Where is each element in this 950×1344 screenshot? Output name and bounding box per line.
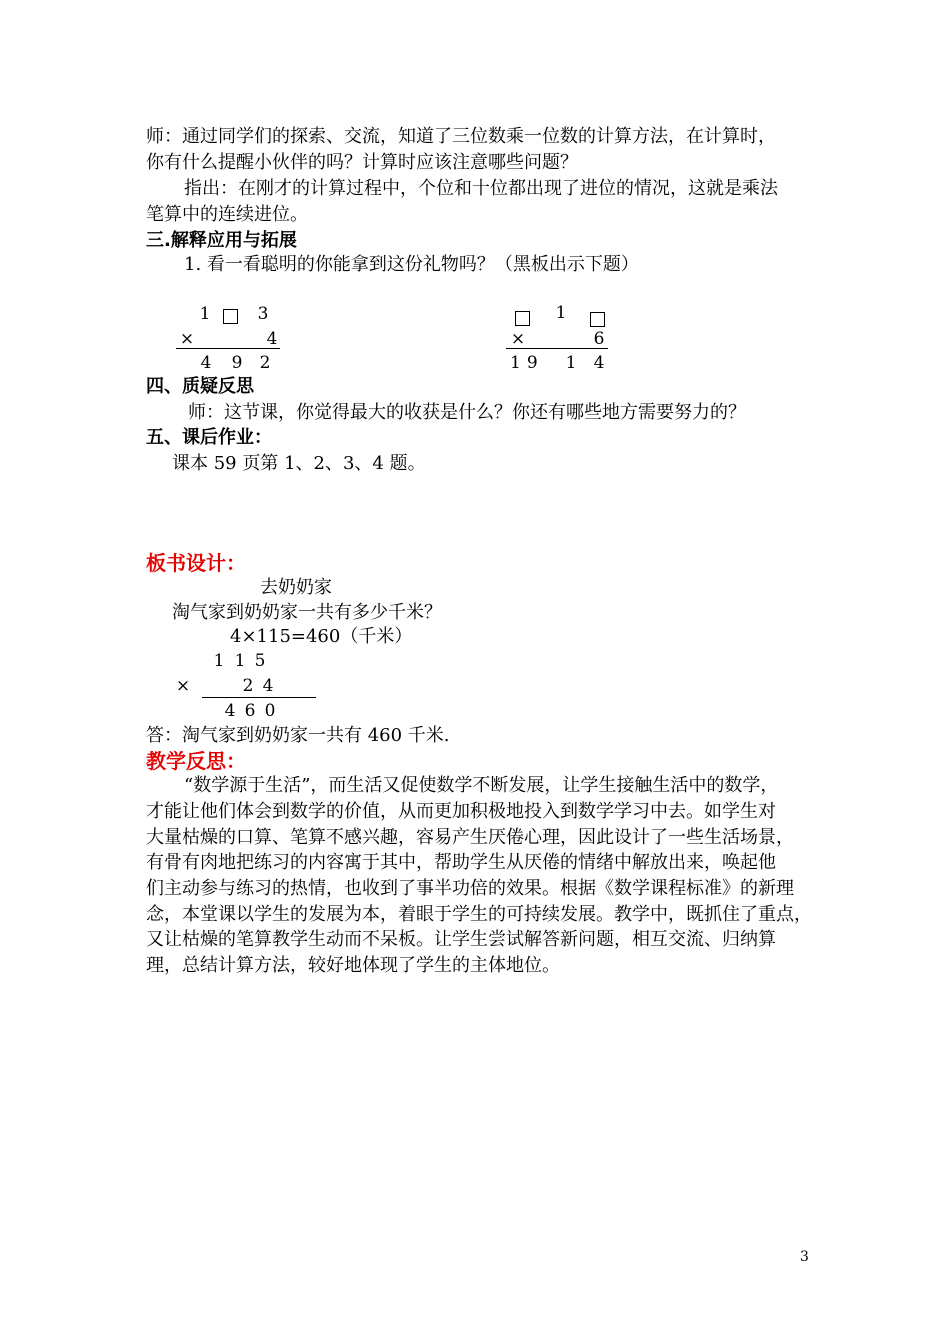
board-answer: 答：淘气家到奶奶家一共有 460 千米. <box>146 725 450 746</box>
digit: 5 <box>254 651 266 671</box>
digit: 1 <box>555 303 567 323</box>
underline <box>176 348 280 349</box>
digit: 2 <box>242 676 254 696</box>
digit: 3 <box>257 304 269 324</box>
reflection-line: 又让枯燥的笔算教学生动而不呆板。让学生尝试解答新问题，相互交流、归纳算 <box>146 929 776 950</box>
digit: 6 <box>244 701 256 721</box>
digit: 1 <box>213 651 225 671</box>
digit: 4 <box>262 676 274 696</box>
digit: 4 <box>200 353 212 373</box>
reflection-line: 们主动参与练习的热情，也收到了事半功倍的效果。根据《数学课程标准》的新理 <box>146 878 794 899</box>
blank-box <box>590 312 605 327</box>
paragraph-line: 指出：在刚才的计算过程中，个位和十位都出现了进位的情况，这就是乘法 <box>184 178 778 199</box>
times-sign: × <box>179 329 195 349</box>
board-question: 淘气家到奶奶家一共有多少千米？ <box>172 602 442 623</box>
digit: 6 <box>593 329 605 349</box>
board-equation: 4×115=460（千米） <box>230 626 413 647</box>
reflection-line: “数学源于生活”，而生活又促使数学不断发展，让学生接触生活中的数学， <box>184 775 779 796</box>
digit: 1 <box>199 304 211 324</box>
paragraph-line: 师：通过同学们的探索、交流，知道了三位数乘一位数的计算方法，在计算时， <box>146 126 776 147</box>
underline <box>506 348 608 349</box>
reflection-line: 大量枯燥的口算、笔算不感兴趣，容易产生厌倦心理，因此设计了一些生活场景， <box>146 827 794 848</box>
digit: 0 <box>264 701 276 721</box>
section-text: 课本 59 页第 1、2、3、4 题。 <box>172 453 426 474</box>
blank-box <box>515 311 530 326</box>
digit: 2 <box>259 353 271 373</box>
digit: 19 <box>510 353 544 373</box>
board-heading: 板书设计： <box>146 551 246 575</box>
reflection-heading: 教学反思： <box>146 749 246 773</box>
digit: 4 <box>266 329 278 349</box>
reflection-line: 有骨有肉地把练习的内容寓于其中，帮助学生从厌倦的情绪中解放出来，唤起他 <box>146 852 776 873</box>
digit: 4 <box>593 353 605 373</box>
blank-box <box>223 309 238 324</box>
reflection-line: 理，总结计算方法，较好地体现了学生的主体地位。 <box>146 955 560 976</box>
digit: 4 <box>224 701 236 721</box>
section-text: 师：这节课，你觉得最大的收获是什么？你还有哪些地方需要努力的？ <box>188 402 746 423</box>
section-heading: 三.解释应用与拓展 <box>146 230 297 251</box>
underline <box>202 697 316 698</box>
digit: 1 <box>565 353 577 373</box>
exercise-item: 1. 看一看聪明的你能拿到这份礼物吗？（黑板出示下题） <box>184 254 639 275</box>
paragraph-line: 你有什么提醒小伙伴的吗？计算时应该注意哪些问题？ <box>146 152 578 173</box>
section-heading: 四、质疑反思 <box>146 376 254 397</box>
times-sign: × <box>510 329 526 349</box>
reflection-line: 才能让他们体会到数学的价值，从而更加积极地投入到数学学习中去。如学生对 <box>146 801 776 822</box>
digit: 9 <box>231 353 243 373</box>
paragraph-line: 笔算中的连续进位。 <box>146 204 308 225</box>
times-sign: × <box>175 676 191 696</box>
section-heading: 五、课后作业： <box>146 427 272 448</box>
board-title: 去奶奶家 <box>260 577 332 598</box>
digit: 1 <box>234 651 246 671</box>
page-number: 3 <box>800 1249 809 1265</box>
reflection-line: 念，本堂课以学生的发展为本，着眼于学生的可持续发展。教学中，既抓住了重点， <box>146 904 812 925</box>
